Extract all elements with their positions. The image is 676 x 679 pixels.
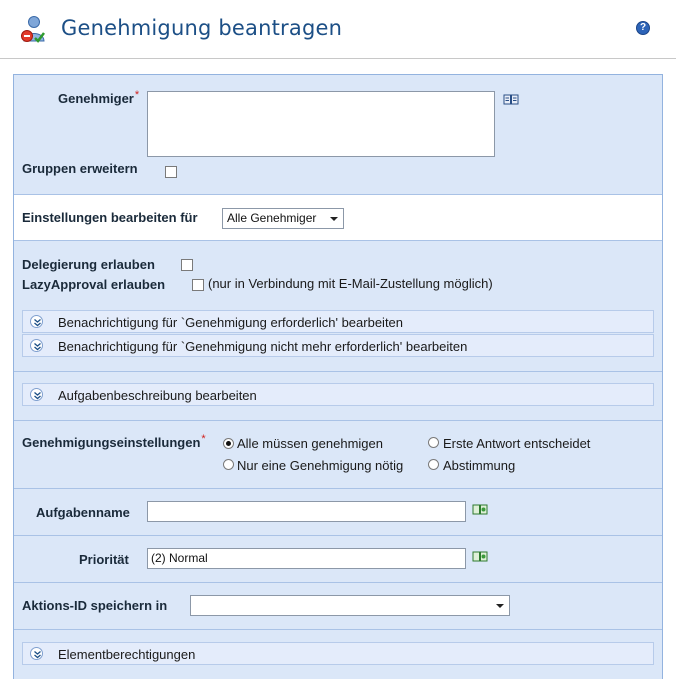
required-marker: *: [134, 89, 140, 101]
title-bar: [0, 0, 676, 59]
notify-not-required-expander[interactable]: [22, 334, 654, 357]
help-icon[interactable]: ?: [636, 21, 650, 35]
form-panel: [13, 74, 663, 679]
expand-chevron-icon: [30, 388, 43, 401]
radio-first-response[interactable]: [428, 437, 439, 448]
expand-chevron-icon: [30, 647, 43, 660]
all-must-approve-label: Alle müssen genehmigen: [237, 436, 383, 451]
item-permissions-expander[interactable]: [22, 642, 654, 665]
chevron-down-icon: [496, 604, 504, 608]
task-description-label: Aufgabenbeschreibung bearbeiten: [58, 388, 257, 403]
first-response-label: Erste Antwort entscheidet: [443, 436, 591, 451]
approval-user-icon: [19, 14, 47, 44]
radio-one-approval[interactable]: [223, 459, 234, 470]
item-permissions-label: Elementberechtigungen: [58, 647, 196, 662]
chevron-down-icon: [330, 217, 338, 221]
notify-not-required-label: Benachrichtigung für `Genehmigung nicht mehr erforderlich' bearbeiten: [58, 339, 468, 354]
divider: [14, 488, 662, 489]
lookup-book-icon[interactable]: [472, 551, 488, 563]
delegation-checkbox[interactable]: [181, 259, 193, 271]
expand-chevron-icon: [30, 315, 43, 328]
action-id-label: Aktions-ID speichern in: [22, 598, 168, 613]
divider: [14, 420, 662, 421]
priority-label: Priorität: [79, 552, 129, 567]
action-id-select[interactable]: [190, 595, 510, 616]
page-title: Genehmigung beantragen: [61, 16, 343, 40]
required-marker: *: [201, 433, 206, 445]
notify-required-expander[interactable]: [22, 310, 654, 333]
radio-vote[interactable]: [428, 459, 439, 470]
one-approval-label: Nur eine Genehmigung nötig: [237, 458, 404, 473]
approval-settings-label: Genehmigungseinstellungen*: [22, 433, 206, 450]
lazy-approval-note: (nur in Verbindung mit E-Mail-Zustellung möglich): [208, 276, 493, 291]
lookup-book-icon[interactable]: [472, 504, 488, 516]
vote-label: Abstimmung: [443, 458, 516, 473]
priority-input[interactable]: [147, 548, 466, 569]
radio-all-must-approve[interactable]: [223, 438, 234, 449]
task-description-expander[interactable]: [22, 383, 654, 406]
priority-value: (2) Normal: [151, 551, 208, 565]
expand-chevron-icon: [30, 339, 43, 352]
approvers-label: Genehmiger*: [58, 89, 140, 106]
lazy-approval-checkbox[interactable]: [192, 279, 204, 291]
expand-groups-label: Gruppen erweitern: [22, 161, 138, 176]
task-name-input[interactable]: [147, 501, 466, 522]
edit-settings-value: Alle Genehmiger: [227, 211, 317, 225]
lazy-approval-label: LazyApproval erlauben: [22, 277, 166, 292]
divider: [14, 535, 662, 536]
task-name-label: Aufgabenname: [36, 505, 130, 520]
address-book-icon[interactable]: [503, 94, 519, 106]
notify-required-label: Benachrichtigung für `Genehmigung erforderlich' bearbeiten: [58, 315, 404, 330]
divider: [14, 629, 662, 630]
edit-settings-select[interactable]: [222, 208, 344, 229]
delegation-label: Delegierung erlauben: [22, 257, 155, 272]
edit-settings-label: Einstellungen bearbeiten für: [22, 210, 198, 225]
divider: [14, 371, 662, 372]
approvers-field[interactable]: [147, 91, 495, 157]
expand-groups-checkbox[interactable]: [165, 166, 177, 178]
divider: [14, 582, 662, 583]
